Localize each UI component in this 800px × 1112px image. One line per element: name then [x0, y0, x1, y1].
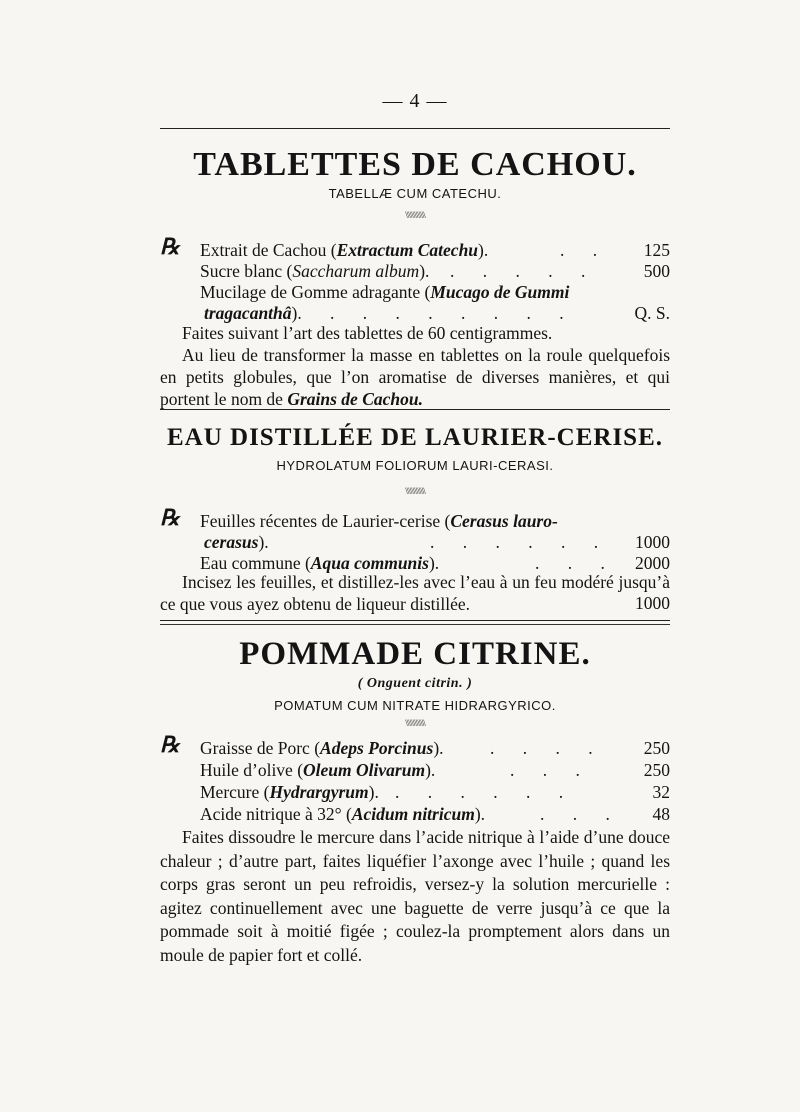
paragraph: Faites dissoudre le mercure dans l’acide nitrique à l’aide d’une douce chaleur ; d’autre part, faites liquéfier l’axonge avec l’huile ; quand les corps gras seront un peu refroidis, versez-y la solution mercurielle : agitez continuellement avec une baguette de verre jusqu’à ce que la pommade soit à moitié figée ; coulez-la promptement alors dans un moule de papier fort et collé.	[160, 827, 670, 965]
alt-name: ( Onguent citrin. )	[357, 676, 473, 691]
ornament-divider: \\\\\\\\\\\\\	[405, 210, 425, 220]
section-rule	[160, 409, 670, 410]
paragraph: Au lieu de transformer la masse en tablettes on la roule quelquefois en petits globules, que l’on aromatise de diverses manières, et qui portent le nom de Grains de Cachou.	[160, 345, 670, 409]
section-rule	[160, 624, 670, 625]
page-number: — 4 —	[382, 90, 448, 112]
section-subtitle-laurier: HYDROLATUM FOLIORUM LAURI-CERASI.	[276, 458, 554, 473]
section-title-pommade: POMMADE CITRINE.	[239, 636, 591, 672]
recipe-symbol-icon: ℞	[160, 732, 180, 757]
section-subtitle-cachou: TABELLÆ CUM CATECHU.	[328, 186, 502, 201]
recipe-symbol-icon: ℞	[160, 505, 180, 530]
page: — 4 — TABLETTES DE CACHOU. TABELLÆ CUM CATECHU. \\\\\\\\\\\\\ ℞ Extrait de Cachou (Extractum Catechu). . . 125 Sucre blanc (Saccharum album). . . . . . 500 Mucilage de Gomme adragante (Mucago de Gummi tragacanthâ). . . . . . . . . Q. S. Faites suivant l’art des tablettes de 60 centigrammes. Au lieu de transformer la masse en tablettes on la roule quelquefois en petits globules, que l’on aromatise de diverses manières, et qui portent le nom de Grains de Cachou. EAU DISTILLÉE DE LAURIER-CERISE. HYDROLATUM FOLIORUM LAURI-CERASI. \\\\\\\\\\\\\ ℞ Feuilles récentes de Laurier-cerise (Cerasus lauro- cerasus). . . . . . . 1000 Eau commune (Aqua communis). . . . 2000 Incisez les feuilles, et distillez-les avec l’eau à un feu modéré jusqu’à ce que vous ayez obtenu de liqueur distillée. 1000 POMMADE CITRINE. ( Onguent citrin. ) POMATUM CUM NITRATE HIDRARGYRICO. \\\\\\\\\\\\\ ℞ Graisse de Porc (Adeps Porcinus). . . . . 250 Huile d’olive (Oleum Olivarum). . . . 250 Mercure (Hydrargyrum). . . . . . . 32 Acide nitrique à 32° (Acidum nitricum). . . . 48 Faites dissoudre le mercure dans l’acide nitrique à l’aide d’une douce chaleur ; d’autre part, faites liquéfier l’axonge avec l’huile ; quand les corps gras seront un peu refroidis, versez-y la solution mercurielle : agitez continuellement avec une baguette de verre jusqu’à ce que la pommade soit à moitié figée ; coulez-la promptement alors dans un moule de papier fort et collé.	[160, 0, 670, 1112]
paragraph: Incisez les feuilles, et distillez-les avec l’eau à un feu modéré jusqu’à ce que vous ayez obtenu de liqueur distillée.	[160, 572, 670, 614]
section-title-cachou: TABLETTES DE CACHOU.	[193, 146, 637, 183]
section-title-laurier: EAU DISTILLÉE DE LAURIER-CERISE.	[166, 424, 663, 451]
header-rule	[160, 128, 670, 129]
section-rule	[160, 620, 670, 621]
ornament-divider: \\\\\\\\\\\\\	[405, 718, 425, 728]
recipe-symbol-icon: ℞	[160, 234, 180, 259]
ornament-divider: \\\\\\\\\\\\\	[405, 486, 425, 496]
paragraph: Faites suivant l’art des tablettes de 60 centigrammes.	[182, 323, 553, 343]
section-subtitle-pommade: POMATUM CUM NITRATE HIDRARGYRICO.	[274, 698, 556, 713]
